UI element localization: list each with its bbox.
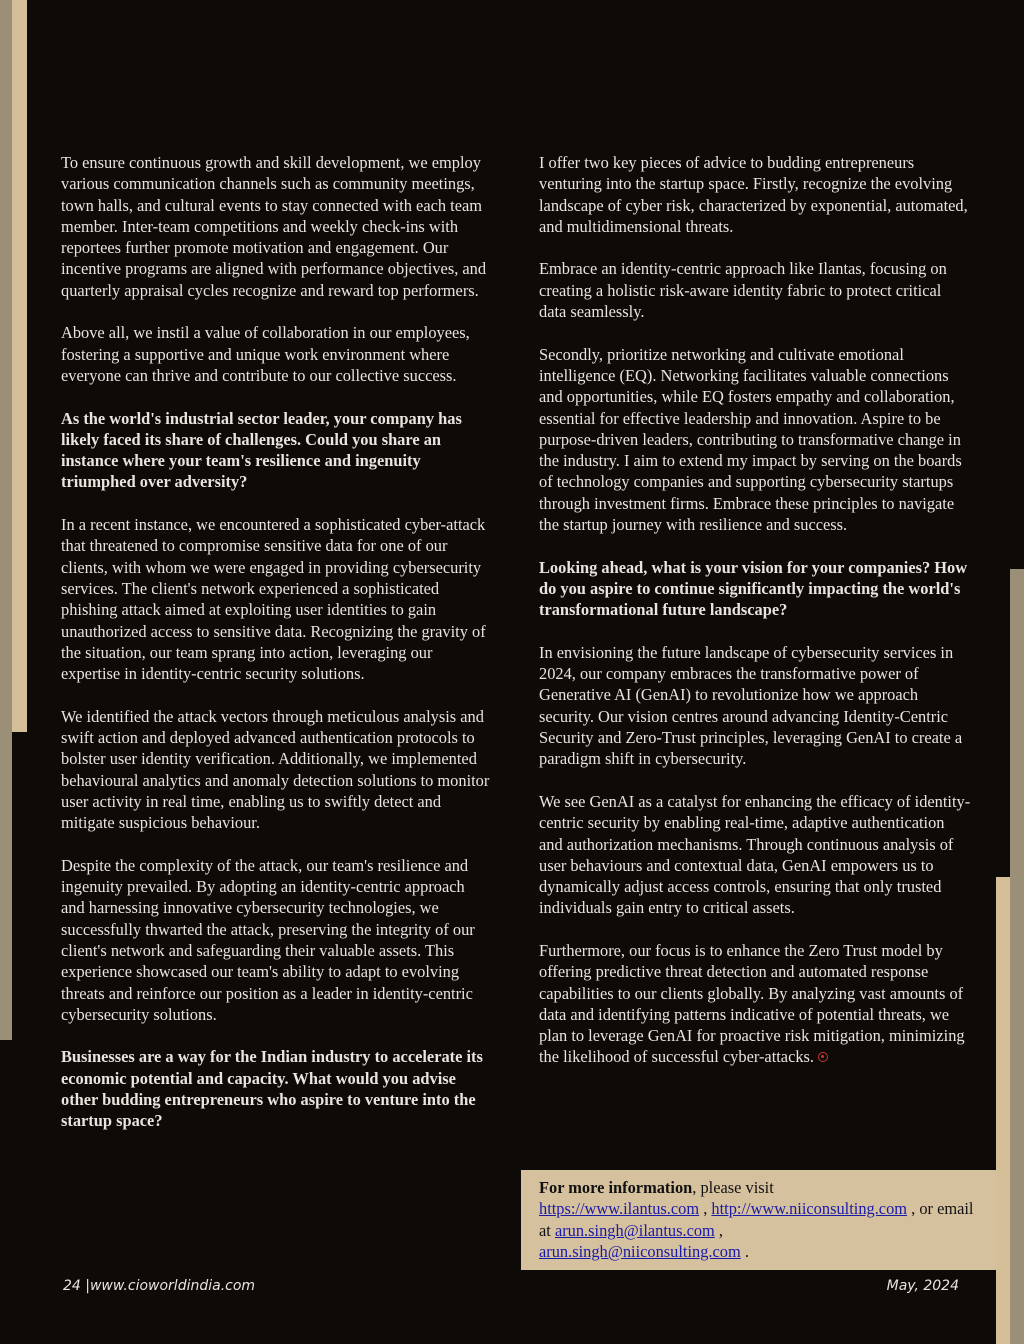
question-paragraph: Looking ahead, what is your vision for your companies? How do you aspire to continue significantly impacting the world's transformational future landscape? [539, 557, 968, 620]
left-column [61, 152, 491, 1153]
body-paragraph: Above all, we instil a value of collaboration in our employees, fostering a supportive and unique work environment where everyone can thrive and contribute to our collective success. [61, 323, 470, 385]
info-sep-2: , [714, 1220, 723, 1240]
body-paragraph: In envisioning the future landscape of cybersecurity services in 2024, our company embraces the transformative power of Generative AI (GenAI) to revolutionize how we approach security. Our vision centres around advancing Identity-Centric Security and Zero-Trust principles, leveraging GenAI to create a paradigm shift in cybersecurity. [539, 642, 963, 769]
right-column [539, 152, 971, 1089]
question-paragraph: Businesses are a way for the Indian industry to accelerate its economic potential and capacity. What would you advise other budding entrepreneurs who aspire to venture into the startup space? [61, 1047, 483, 1131]
body-paragraph: We identified the attack vectors through meticulous analysis and swift action and deployed advanced authentication protocols to bolster user identity verification. Additionally, we implemented behavioural analytics and anomaly detection solutions to monitor user activity in real time, enabling us to swiftly detect and mitigate suspicious behaviour. [61, 706, 490, 833]
niiconsulting-link[interactable]: http://www.niiconsulting.com [711, 1199, 908, 1219]
right-inner-stripe [996, 877, 1010, 1344]
info-email-text: , or email at [539, 1199, 974, 1240]
body-paragraph: Embrace an identity-centric approach like Ilantas, focusing on creating a holistic risk-aware identity fabric to protect critical data seamlessly. [539, 259, 947, 322]
email-ilantus-link[interactable]: arun.singh@ilantus.com [554, 1220, 715, 1240]
question-paragraph: As the world's industrial sector leader, your company has likely faced its share of challenges. Could you share an instance where your team's resilience and ingenuity triumphed over adversity? [61, 408, 462, 492]
body-paragraph: To ensure continuous growth and skill development, we employ various communication channels such as community meetings, town halls, and cultural events to stay connected with each team member. Inter-team competitions and weekly check-ins with reportees further promote motivation and engagement. Our incentive programs are aligned with performance objectives, and quarterly appraisal cycles recognize and reward top performers. [61, 153, 487, 300]
info-sep-1: , [699, 1199, 712, 1219]
footer-date: May, 2024 [886, 1278, 959, 1294]
info-lead-rest: , please visit [692, 1178, 774, 1197]
info-lead: For more information [539, 1178, 693, 1197]
info-box [521, 1170, 996, 1270]
email-niiconsulting-link[interactable]: arun.singh@niiconsulting.com [539, 1241, 741, 1261]
left-outer-stripe [0, 0, 12, 1040]
body-paragraph: Despite the complexity of the attack, our team's resilience and ingenuity prevailed. By adopting an identity-centric approach and harnessing innovative cybersecurity technologies, we successfully thwarted the attack, preserving the integrity of our client's network and safeguarding their valuable assets. This experience showcased our team's ability to adapt to evolving threats and reinforce our position as a leader in identity-centric cybersecurity solutions. [61, 855, 475, 1024]
body-paragraph: I offer two key pieces of advice to budding entrepreneurs venturing into the startup space. Firstly, recognize the evolving landscape of cyber risk, characterized by exponential, automated, and multidimensional threats. [539, 153, 968, 236]
article-end-mark-icon [818, 1052, 828, 1062]
ilantus-link[interactable]: https://www.ilantus.com [539, 1199, 700, 1219]
footer-page-url: 24 |www.cioworldindia.com [63, 1278, 256, 1294]
body-paragraph: Furthermore, our focus is to enhance the Zero Trust model by offering predictive threat detection and automated response capabilities to our clients globally. By analyzing vast amounts of data and identifying patterns indicative of potential threats, we plan to leverage GenAI for proactive risk mitigation, minimizing the likelihood of successful cyber-attacks. [539, 940, 965, 1067]
info-end: . [740, 1241, 749, 1261]
body-paragraph: We see GenAI as a catalyst for enhancing the efficacy of identity-centric security by enabling real-time, adaptive authentication and authorization mechanisms. Through continuous analysis of user behaviours and contextual data, GenAI empowers us to dynamically adjust access controls, ensuring that only trusted individuals gain entry to critical assets. [539, 791, 971, 918]
right-outer-stripe [1010, 569, 1024, 1344]
body-paragraph: In a recent instance, we encountered a sophisticated cyber-attack that threatened to compromise sensitive data for one of our clients, with whom we were engaged in providing cybersecurity services. The client's network experienced a sophisticated phishing attack aimed at exploiting user identities to gain unauthorized access to sensitive data. Recognizing the gravity of the situation, our team sprang into action, leveraging our expertise in identity-centric security solutions. [61, 515, 486, 684]
left-inner-stripe [12, 0, 27, 732]
body-paragraph: Secondly, prioritize networking and cultivate emotional intelligence (EQ). Networking facilitates valuable connections and opportunities, while EQ fosters empathy and collaboration, essential for effective leadership and innovation. Aspire to be purpose-driven leaders, contributing to transformative change in the industry. I aim to extend my impact by serving on the boards of technology companies and supporting cybersecurity startups through investment firms. Embrace these principles to navigate the startup journey with resilience and success. [539, 344, 962, 535]
